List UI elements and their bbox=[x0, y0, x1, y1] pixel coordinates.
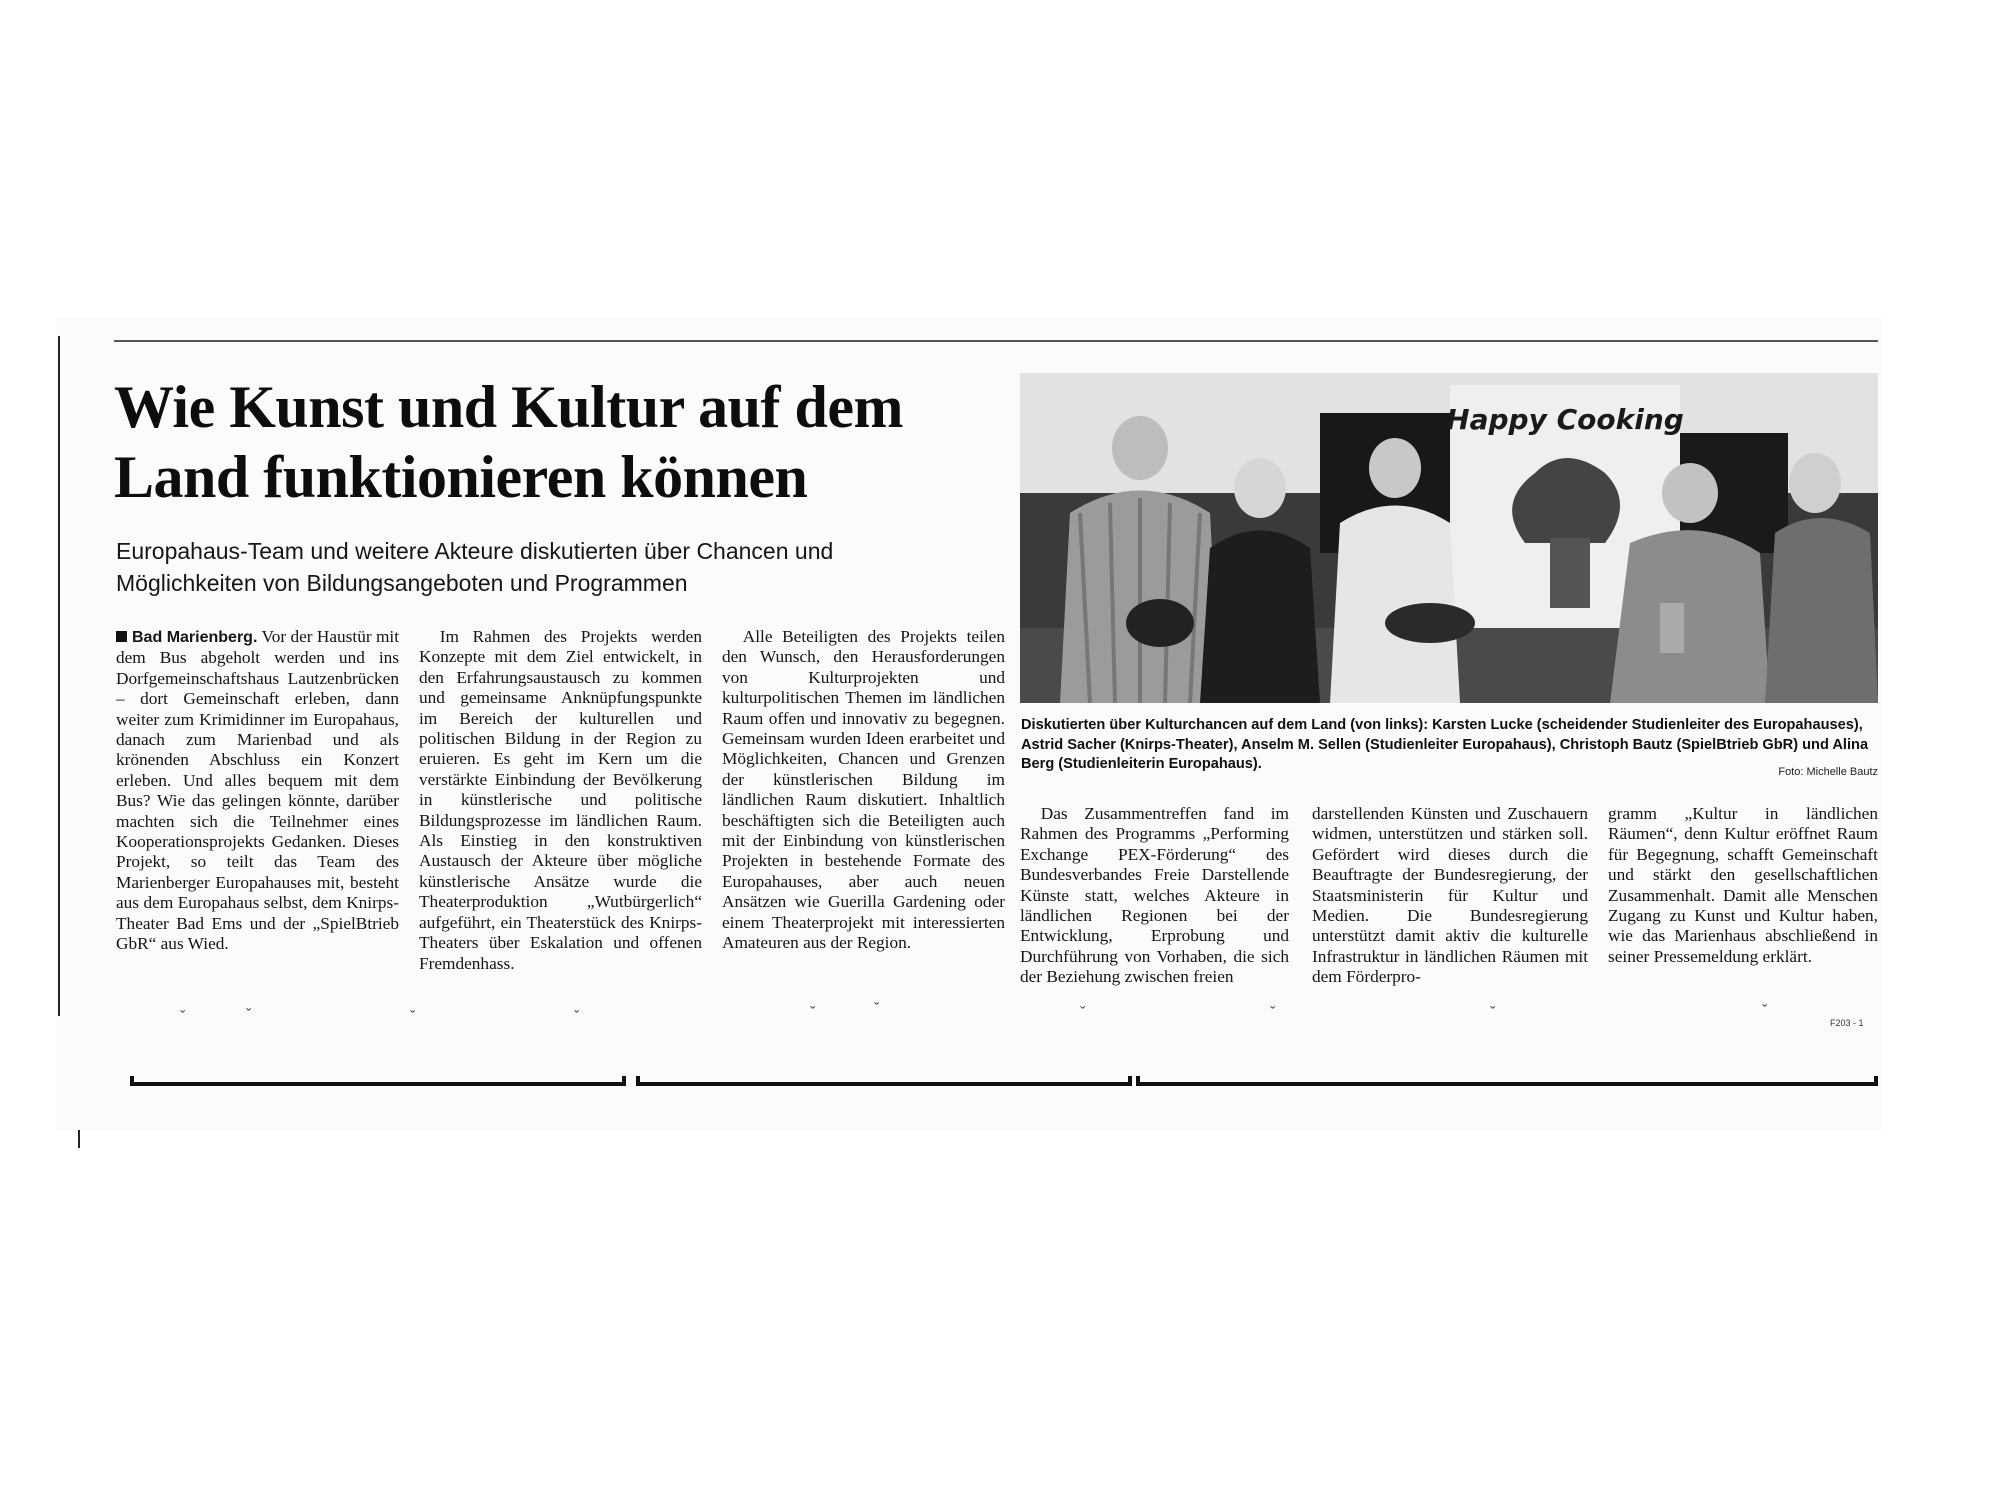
article-column-2 bbox=[419, 627, 702, 974]
left-crop-mark-lower bbox=[78, 1130, 80, 1148]
staple-mark: ˇ bbox=[1490, 1004, 1496, 1021]
subheadline: Europahaus-Team und weitere Akteure diskutierten über Chancen und Möglichkeiten von Bildungsangeboten und Programmen bbox=[116, 538, 834, 596]
article-column-3 bbox=[722, 627, 1005, 954]
page-code: F203 - 1 bbox=[1830, 1018, 1864, 1028]
photo-sign: Happy Cooking bbox=[1446, 403, 1684, 436]
dateline-square-icon bbox=[116, 631, 127, 642]
column-3-text: Alle Beteiligten des Projekts teilen den Wunsch, den Herausforderungen von Kulturprojekten und kulturpolitischen Themen im ländlichen Raum offen und innovativ zu begegnen. Gemeinsam wurden Ideen erarbeitet und Möglichkeiten, Chancen und Grenzen der künstlerischen Bildung im ländlichen Raum diskutiert. Inhaltlich beschäftigten sich die Beteiligten auch mit der Einbindung von künstlerischen Projekten in bestehende Formate des Europahauses, aber auch neuen Ansätzen wie Guerilla Gardening oder einem Theaterprojekt mit interessierten Amateuren aus der Region. bbox=[722, 627, 1005, 953]
column-4-text: Das Zusammentreffen fand im Rahmen des Programms „Performing Exchange PEX-Förderung“ des Bundesverbandes Freie Darstellende Künste statt, welches Akteure in ländlichen Regionen bei der Entwicklung, Erprobung und Durchführung von Vorhaben, die sich der Beziehung zwischen freien bbox=[1020, 804, 1289, 987]
staple-mark: ˇ bbox=[180, 1008, 186, 1025]
article-column-1 bbox=[116, 627, 399, 955]
staple-mark: ˇ bbox=[1762, 1002, 1768, 1019]
photo-caption: Diskutierten über Kulturchancen auf dem Land (von links): Karsten Lucke (scheidender Studienleiter des Europahauses), Astrid Sacher (Knirps-Theater), Anselm M. Sellen (Studienleiter Europahaus), Christoph Bautz (SpielBtrieb GbR) und Alina Berg (Studienleiterin Europahaus). bbox=[1021, 717, 1869, 772]
bottom-bracket-2 bbox=[636, 1076, 1132, 1086]
column-2-text: Im Rahmen des Projekts werden Konzepte mit dem Ziel entwickelt, in den Erfahrungsaustausch zu kommen und gemeinsame Anknüpfungspunkte im Bereich der kulturellen und politischen Bildung in der Region zu eruieren. Es geht im Kern um die verstärkte Einbindung der Bevölkerung in künstlerische und politische Bildungsprozesse im ländlichen Raum. Als Einstieg in den konstruktiven Austausch der Akteure über mögliche künstlerische Ansätze wurde die Theaterproduktion „Wutbürgerlich“ aufgeführt, ein Theaterstück des Knirps-Theaters über Eskalation und offenen Fremdenhass. bbox=[419, 627, 702, 973]
staple-mark: ˇ bbox=[1080, 1004, 1086, 1021]
top-rule bbox=[114, 340, 1878, 342]
staple-mark: ˇ bbox=[246, 1006, 252, 1023]
article-column-4 bbox=[1020, 804, 1289, 988]
staple-mark: ˇ bbox=[574, 1008, 580, 1025]
left-crop-mark bbox=[58, 336, 60, 1016]
photo-credit: Foto: Michelle Bautz bbox=[1778, 766, 1878, 778]
article-column-5 bbox=[1312, 804, 1588, 988]
column-6-text: gramm „Kultur in ländlichen Räumen“, denn Kultur eröffnet Raum für Begegnung, schafft Gemeinschaft und stärkt den gesellschaftlichen Zusammenhalt. Damit alle Menschen Zugang zu Kunst und Kultur haben, wie das Marienhaus abschließend in seiner Pressemeldung erklärt. bbox=[1608, 804, 1878, 966]
dateline bbox=[116, 629, 257, 646]
column-5-text: darstellenden Künsten und Zuschauern widmen, unterstützen und stärken soll. Gefördert wird dieses durch die Beauftragte der Bundesregierung, der Staatsministerin für Kultur und Medien. Die Bundesregierung unterstützt damit aktiv die kulturelle Infrastruktur in ländlichen Räumen mit dem Förderpro- bbox=[1312, 804, 1588, 987]
staple-mark: ˇ bbox=[410, 1008, 416, 1025]
staple-mark: ˇ bbox=[1270, 1004, 1276, 1021]
staple-mark: ˇ bbox=[874, 1000, 880, 1017]
bottom-bracket-1 bbox=[130, 1076, 626, 1086]
article-column-6 bbox=[1608, 804, 1878, 967]
group-photo bbox=[1020, 373, 1878, 703]
bottom-bracket-3 bbox=[1136, 1076, 1878, 1086]
column-1-text: Vor der Haustür mit dem Bus abgeholt werden und ins Dorfgemeinschaftshaus Lautzenbrücken – dort Gemeinschaft erleben, dann weiter zum Krimidinner im Europahaus, danach zum Marienbad und als krönenden Abschluss ein Konzert erleben. Und alles bequem mit dem Bus? Wie das gelingen könnte, darüber machten sich die Teilnehmer eines Kooperationsprojekts Gedanken. Dieses Projekt, so teilt das Team des Marienberger Europahauses mit, besteht aus dem Europahaus selbst, dem Knirps-Theater Bad Ems und der „SpielBtrieb GbR“ aus Wied. bbox=[116, 627, 399, 954]
dateline-text: Bad Marienberg. bbox=[132, 629, 258, 646]
headline: Wie Kunst und Kultur auf dem Land funktionieren können bbox=[114, 374, 903, 510]
staple-mark: ˇ bbox=[810, 1004, 816, 1021]
